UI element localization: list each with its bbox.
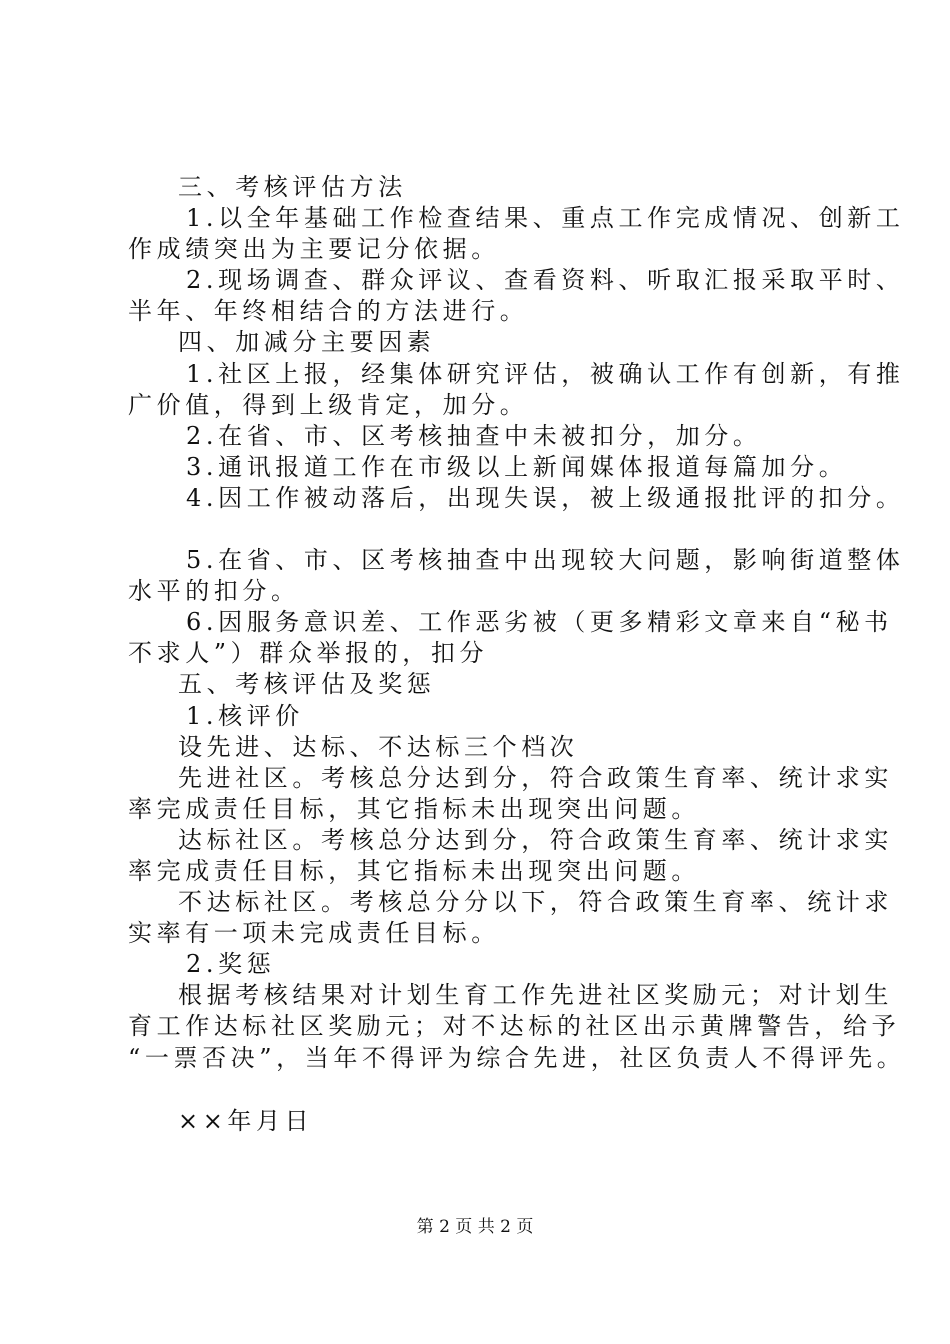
paragraph-line: 6.因服务意识差、工作恶劣被（更多精彩文章来自“秘书 xyxy=(186,608,893,637)
paragraph-line: 率完成责任目标，其它指标未出现突出问题。 xyxy=(128,856,700,885)
paragraph-line: 达标社区。考核总分达到分，符合政策生育率、统计求实 xyxy=(178,825,893,854)
subheading-line: 1.核评价 xyxy=(186,701,304,730)
paragraph-line: 先进社区。考核总分达到分，符合政策生育率、统计求实 xyxy=(178,763,893,792)
subheading-line: 2.奖惩 xyxy=(186,950,276,979)
paragraph-line: 5.在省、市、区考核抽查中出现较大问题，影响街道整体 xyxy=(186,546,905,575)
paragraph-line: 不求人”）群众举报的，扣分 xyxy=(128,639,489,668)
paragraph-line: 4.因工作被动落后，出现失误，被上级通报批评的扣分。 xyxy=(186,483,905,512)
paragraph-line: 1.社区上报，经集体研究评估，被确认工作有创新，有推 xyxy=(186,359,905,388)
paragraph-line: 不达标社区。考核总分分以下，符合政策生育率、统计求 xyxy=(178,888,893,917)
paragraph-line: 率完成责任目标，其它指标未出现突出问题。 xyxy=(128,794,700,823)
paragraph-line: 2.在省、市、区考核抽查中未被扣分，加分。 xyxy=(186,421,762,450)
section-heading-3: 三、考核评估方法 xyxy=(178,173,407,201)
paragraph-line: 根据考核结果对计划生育工作先进社区奖励元；对计划生 xyxy=(178,981,893,1010)
paragraph-line: 作成绩突出为主要记分依据。 xyxy=(128,235,500,264)
paragraph-line: 3.通讯报道工作在市级以上新闻媒体报道每篇加分。 xyxy=(186,452,848,481)
section-heading-5: 五、考核评估及奖惩 xyxy=(178,670,436,699)
paragraph-line: 2.现场调查、群众评议、查看资料、听取汇报采取平时、 xyxy=(186,266,905,295)
paragraph-line: 广价值，得到上级肯定，加分。 xyxy=(128,390,529,419)
paragraph-line: 1.以全年基础工作检查结果、重点工作完成情况、创新工 xyxy=(186,204,905,233)
paragraph-line: 半年、年终相结合的方法进行。 xyxy=(128,297,529,326)
blank-line xyxy=(128,514,843,545)
paragraph-line: 实率有一项未完成责任目标。 xyxy=(128,919,500,948)
document-body xyxy=(128,172,906,1137)
date-line: ××年月日 xyxy=(178,1106,314,1135)
blank-line xyxy=(128,1074,843,1106)
paragraph-line: 水平的扣分。 xyxy=(128,577,300,606)
paragraph-line: 育工作达标社区奖励元；对不达标的社区出示黄牌警告，给予 xyxy=(128,1012,901,1041)
section-heading-4: 四、加减分主要因素 xyxy=(178,328,436,357)
page-footer: 第 2 页 共 2 页 xyxy=(416,1217,534,1237)
paragraph-line: 设先进、达标、不达标三个档次 xyxy=(178,732,579,761)
paragraph-line: “一票否决”，当年不得评为综合先进，社区负责人不得评先。 xyxy=(128,1043,906,1072)
